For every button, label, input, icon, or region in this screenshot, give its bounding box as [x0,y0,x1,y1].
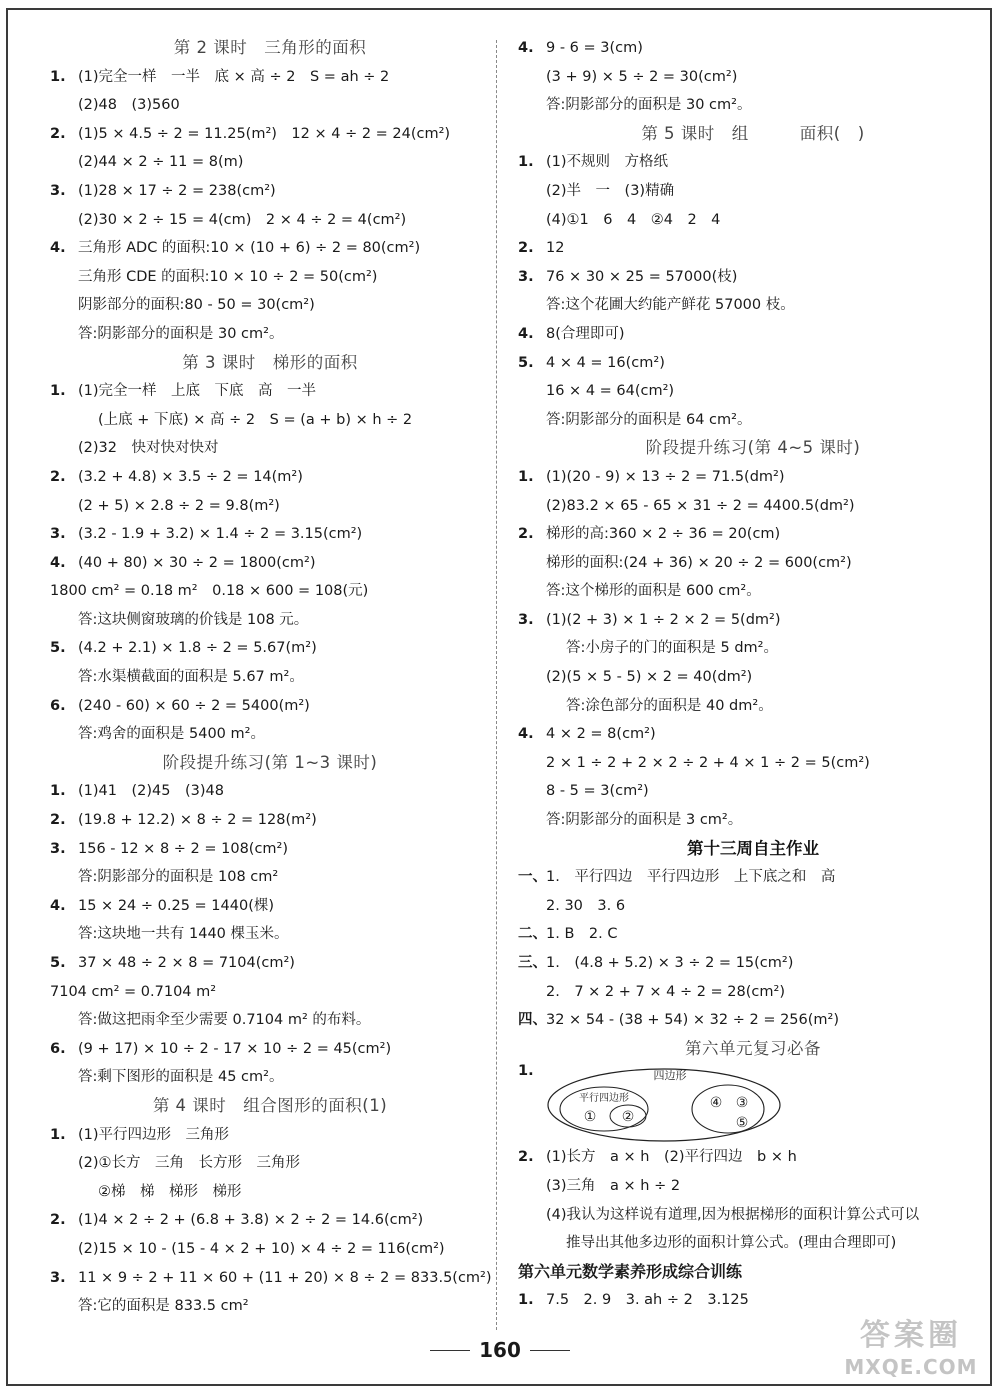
answer-text: (2)30 × 2 ÷ 15 = 4(cm) 2 × 4 ÷ 2 = 4(cm²) [78,211,407,228]
answer-continuation [518,91,988,120]
answer-text: 答:水渠横截面的面积是 5.67 m²。 [78,669,304,686]
answer-continuation [50,406,490,435]
answer-item [50,177,490,206]
item-number: 5. [50,955,66,971]
answer-continuation [50,1178,490,1207]
answer-text: (1)5 × 4.5 ÷ 2 = 11.25(m²) 12 × 4 ÷ 2 = 24(cm²) [78,125,451,142]
answer-item [518,263,988,292]
answer-continuation [518,1229,988,1258]
answer-text: 三角形 CDE 的面积:10 × 10 ÷ 2 = 50(cm²) [78,268,378,285]
answer-continuation [50,148,490,177]
answer-text: (3)三角 a × h ÷ 2 [546,1177,681,1194]
answer-continuation [518,577,988,606]
section-heading-text: 第 2 课时 三角形的面积 [173,38,367,57]
section-heading [50,749,490,778]
answer-item [518,720,988,749]
item-number: 5. [518,354,534,371]
right-column [518,34,988,1315]
answer-item [50,835,490,864]
answer-item [50,806,490,835]
venn-item: ③ [735,1095,749,1112]
answer-continuation [50,1149,490,1178]
item-number: 4. [50,240,66,257]
answer-text: (4.2 + 2.1) × 1.8 ÷ 2 = 5.67(m²) [78,640,317,657]
answer-item [518,520,988,549]
answer-item [518,1143,988,1172]
item-number: 2. [518,526,534,543]
answer-text: 1. 平行四边 平行四边形 上下底之和 高 [546,869,836,886]
answer-item [50,892,490,921]
item-number: 三、 [518,955,547,971]
answer-continuation [50,263,490,292]
answer-text: 8(合理即可) [546,325,625,342]
answer-item [518,34,988,63]
section-heading [518,1035,988,1064]
answer-text: (9 + 17) × 10 ÷ 2 - 17 × 10 ÷ 2 = 45(cm²) [78,1040,392,1057]
section-heading-text: 第 5 课时 组 面积( ) [641,123,865,143]
answer-text: (1)(20 - 9) × 13 ÷ 2 = 71.5(dm²) [546,468,785,485]
answer-text: (1)不规则 方格纸 [546,154,669,171]
answer-text: (2)①长方 三角 长方形 三角形 [78,1155,301,1172]
answer-text: (1)41 (2)45 (3)48 [78,783,224,800]
answer-item [518,234,988,263]
venn-item: ① [583,1109,597,1126]
answer-item [518,320,988,349]
answer-text: 梯形的高:360 × 2 ÷ 36 = 20(cm) [546,526,781,543]
page-number-rule-left [430,1350,470,1351]
answer-continuation [518,492,988,521]
quadrilateral-label: 四边形 [653,1069,687,1083]
answer-item [50,520,490,549]
item-number: 6. [50,697,66,714]
answer-item [50,63,490,92]
answer-text: 2 × 1 ÷ 2 + 2 × 2 ÷ 2 + 4 × 1 ÷ 2 = 5(cm²) [546,754,870,771]
item-number: 4. [518,325,534,342]
item-number: 3. [518,268,534,285]
answer-text: (3.2 - 1.9 + 3.2) × 1.4 ÷ 2 = 3.15(cm²) [78,526,363,543]
section-heading-text: 阶段提升练习(第 4~5 课时) [645,438,861,458]
answer-text: (2)15 × 10 - (15 - 4 × 2 + 10) × 4 ÷ 2 = 116(cm²) [78,1240,445,1257]
answer-text: 2. 30 3. 6 [546,897,626,914]
answer-continuation [50,577,490,606]
watermark-url: MXQE.COM [844,1355,978,1379]
item-number: 1. [518,1292,534,1309]
answer-text: 2. 7 × 2 + 7 × 4 ÷ 2 = 28(cm²) [546,983,785,1000]
item-number: 1. [518,154,534,171]
item-number: 3. [50,182,66,199]
item-number: 2. [50,812,66,829]
answer-continuation [50,320,490,349]
answer-text: (1)完全一样 上底 下底 高 一半 [78,383,317,400]
page-number-text: 160 [479,1338,521,1362]
answer-text: 37 × 48 ÷ 2 × 8 = 7104(cm²) [78,955,295,971]
week-heading-text: 第十三周自主作业 [687,838,819,858]
answer-text: 推导出其他多边形的面积计算公式。(理由合理即可) [566,1235,897,1252]
answer-text: (2)44 × 2 ÷ 11 = 8(m) [78,154,244,171]
item-number: 4. [518,40,534,56]
item-number: 5. [50,640,66,657]
answer-text: 答:做这把雨伞至少需要 0.7104 m² 的布料。 [78,1012,371,1029]
answer-text: (1)(2 + 3) × 1 ÷ 2 × 2 = 5(dm²) [546,611,781,628]
answer-text: 9 - 6 = 3(cm) [546,40,643,56]
answer-text: 答:剩下图形的面积是 45 cm²。 [78,1069,284,1086]
answer-text: 7.5 2. 9 3. ah ÷ 2 3.125 [546,1292,749,1309]
answer-text: 答:它的面积是 833.5 cm² [78,1298,249,1315]
answer-text: 答:阴影部分的面积是 30 cm²。 [78,325,284,342]
answer-item [518,349,988,378]
item-number: 1. [518,468,534,485]
answer-continuation [50,978,490,1007]
answer-item [50,1121,490,1150]
answer-text: 1800 cm² = 0.18 m² 0.18 × 600 = 108(元) [50,583,369,600]
column-divider [496,40,498,1330]
answer-item [50,463,490,492]
answer-continuation [50,863,490,892]
item-number: 1. [50,383,66,400]
answer-item [518,949,988,978]
answer-continuation [50,1292,490,1321]
answer-item [50,949,490,978]
answer-continuation [518,749,988,778]
answer-text: (1)4 × 2 ÷ 2 + (6.8 + 3.8) × 2 ÷ 2 = 14.6(cm²) [78,1212,424,1229]
answer-text: (3.2 + 4.8) × 3.5 ÷ 2 = 14(m²) [78,468,303,485]
answer-continuation [518,1172,988,1201]
section-heading [518,120,988,149]
answer-continuation [50,492,490,521]
answer-text: 1. B 2. C [546,926,618,943]
item-number: 1. [50,1126,66,1143]
answer-continuation [518,777,988,806]
answer-text: (4)①1 6 4 ②4 2 4 [546,211,721,228]
parallelogram-label: 平行四边形 [579,1093,629,1105]
item-number: 2. [518,240,534,257]
section-heading [518,434,988,463]
answer-text: 答:阴影部分的面积是 30 cm²。 [546,97,752,114]
answer-continuation [518,206,988,235]
answer-text: (2)32 快对快对快对 [78,440,219,457]
answer-continuation [50,291,490,320]
answer-text: (2)48 (3)560 [78,97,180,114]
page-number-rule-right [530,1350,570,1351]
answer-continuation [518,663,988,692]
watermark [836,1316,986,1380]
item-number: 4. [518,726,534,743]
left-column [50,34,490,1321]
item-number: 6. [50,1040,66,1057]
week-heading [518,835,988,864]
section-heading [50,349,490,378]
answer-item [518,606,988,635]
answer-text: (1)完全一样 一半 底 × 高 ÷ 2 S = ah ÷ 2 [78,68,390,85]
venn-item: ④ [709,1095,723,1112]
item-number: 2. [50,1212,66,1229]
answer-continuation [50,1006,490,1035]
section-heading-text: 第六单元复习必备 [685,1038,821,1058]
answer-text: 1. (4.8 + 5.2) × 3 ÷ 2 = 15(cm²) [546,955,794,971]
section-heading-text: 阶段提升练习(第 1~3 课时) [162,752,378,772]
answer-text: 阴影部分的面积:80 - 50 = 30(cm²) [78,297,315,314]
venn-item: ② [621,1109,635,1126]
item-number: 二、 [518,926,547,943]
answer-text: 8 - 5 = 3(cm²) [546,783,649,800]
item-number: 1. [518,1063,534,1080]
answer-text: ②梯 梯 梯形 梯形 [98,1183,242,1200]
answer-text: (1)长方 a × h (2)平行四边 b × h [546,1149,797,1166]
answer-continuation [50,434,490,463]
answer-text: 11 × 9 ÷ 2 + 11 × 60 + (11 + 20) × 8 ÷ 2 = 833.5(cm²) [78,1269,492,1286]
venn-item: ⑤ [735,1115,749,1132]
watermark-logo: 答案圈 [860,1318,962,1353]
item-number: 3. [518,611,534,628]
answer-text: 答:这块地一共有 1440 棵玉米。 [78,926,289,943]
answer-text: 15 × 24 ÷ 0.25 = 1440(棵) [78,897,275,914]
item-number: 一、 [518,869,547,886]
answer-continuation [518,377,988,406]
answer-text: (4)我认为这样说有道理,因为根据梯形的面积计算公式可以 [546,1206,920,1223]
answer-text: 7104 cm² = 0.7104 m² [50,983,217,1000]
answer-text: 32 × 54 - (38 + 54) × 32 ÷ 2 = 256(m²) [546,1012,840,1029]
answer-text: (19.8 + 12.2) × 8 ÷ 2 = 128(m²) [78,812,317,829]
answer-continuation [50,663,490,692]
answer-item [50,777,490,806]
answer-text: 12 [546,240,565,257]
answer-text: (1)28 × 17 ÷ 2 = 238(cm²) [78,182,276,199]
item-number: 1. [50,68,66,85]
answer-text: (上底 + 下底) × 高 ÷ 2 S = (a + b) × h ÷ 2 [98,411,413,428]
item-number: 4. [50,554,66,571]
triangle-trapezoid-ellipse [692,1085,764,1133]
answer-text: 答:这块侧窗玻璃的价钱是 108 元。 [78,611,309,628]
answer-text: 76 × 30 × 25 = 57000(枝) [546,268,738,285]
answer-item [518,1286,988,1315]
answer-continuation [518,406,988,435]
item-number: 2. [50,468,66,485]
answer-text: (2)(5 × 5 - 5) × 2 = 40(dm²) [546,669,753,686]
answer-continuation [50,1063,490,1092]
answer-item [50,692,490,721]
answer-text: (2)半 一 (3)精确 [546,182,675,199]
answer-text: 答:阴影部分的面积是 3 cm²。 [546,812,743,829]
answer-continuation [518,978,988,1007]
item-number: 4. [50,897,66,914]
answer-text: 答:鸡舍的面积是 5400 m²。 [78,726,265,743]
item-number: 2. [50,125,66,142]
venn-diagram [544,1063,784,1143]
section-heading [50,34,490,63]
answer-text: 答:这个梯形的面积是 600 cm²。 [546,583,761,600]
answer-item [518,1006,988,1035]
answer-item [518,148,988,177]
answer-continuation [518,549,988,578]
answer-text: 梯形的面积:(24 + 36) × 20 ÷ 2 = 600(cm²) [546,554,852,571]
page-number [430,1335,570,1365]
answer-continuation [518,692,988,721]
answer-continuation [50,206,490,235]
answer-continuation [518,63,988,92]
answer-continuation [518,634,988,663]
answer-item [50,234,490,263]
answer-continuation [50,91,490,120]
answer-item [50,377,490,406]
answer-item [50,1264,490,1293]
answer-text: 答:阴影部分的面积是 64 cm²。 [546,411,752,428]
answer-text: 三角形 ADC 的面积:10 × (10 + 6) ÷ 2 = 80(cm²) [78,240,421,257]
answer-continuation [50,606,490,635]
answer-text: 156 - 12 × 8 ÷ 2 = 108(cm²) [78,840,289,857]
answer-continuation [518,892,988,921]
unit-training-title-text: 第六单元数学素养形成综合训练 [518,1261,743,1281]
answer-text: (40 + 80) × 30 ÷ 2 = 1800(cm²) [78,554,316,571]
answer-text: 答:阴影部分的面积是 108 cm² [78,869,279,886]
unit-training-title [518,1258,988,1287]
answer-continuation [518,291,988,320]
answer-text: 答:涂色部分的面积是 40 dm²。 [566,697,773,714]
answer-continuation [50,1235,490,1264]
item-number: 四、 [518,1012,547,1029]
answer-item [50,120,490,149]
answer-item [50,549,490,578]
venn-diagram-row [518,1063,988,1143]
answer-item [50,1035,490,1064]
answer-continuation [518,806,988,835]
answer-text: 4 × 2 = 8(cm²) [546,726,656,743]
answer-item [50,634,490,663]
answer-text: 4 × 4 = 16(cm²) [546,354,665,371]
item-number: 1. [50,783,66,800]
section-heading-text: 第 3 课时 梯形的面积 [182,352,358,372]
answer-text: (3 + 9) × 5 ÷ 2 = 30(cm²) [546,68,738,85]
answer-text: (240 - 60) × 60 ÷ 2 = 5400(m²) [78,697,310,714]
answer-continuation [518,1201,988,1230]
answer-text: (1)平行四边形 三角形 [78,1126,230,1143]
section-heading-text: 第 4 课时 组合图形的面积(1) [152,1095,388,1115]
answer-text: 答:小房子的门的面积是 5 dm²。 [566,640,778,657]
answer-text: (2 + 5) × 2.8 ÷ 2 = 9.8(m²) [78,497,280,514]
answer-item [50,1206,490,1235]
answer-text: 16 × 4 = 64(cm²) [546,383,675,400]
answer-continuation [50,920,490,949]
item-number: 3. [50,1269,66,1286]
item-number: 3. [50,840,66,857]
section-heading [50,1092,490,1121]
answer-item [518,863,988,892]
answer-item [518,920,988,949]
answer-text: 答:这个花圃大约能产鲜花 57000 枝。 [546,297,795,314]
item-number: 3. [50,526,66,543]
answer-text: (2)83.2 × 65 - 65 × 31 ÷ 2 = 4400.5(dm²) [546,497,855,514]
answer-continuation [518,177,988,206]
item-number: 2. [518,1149,534,1166]
answer-continuation [50,720,490,749]
answer-item [518,463,988,492]
